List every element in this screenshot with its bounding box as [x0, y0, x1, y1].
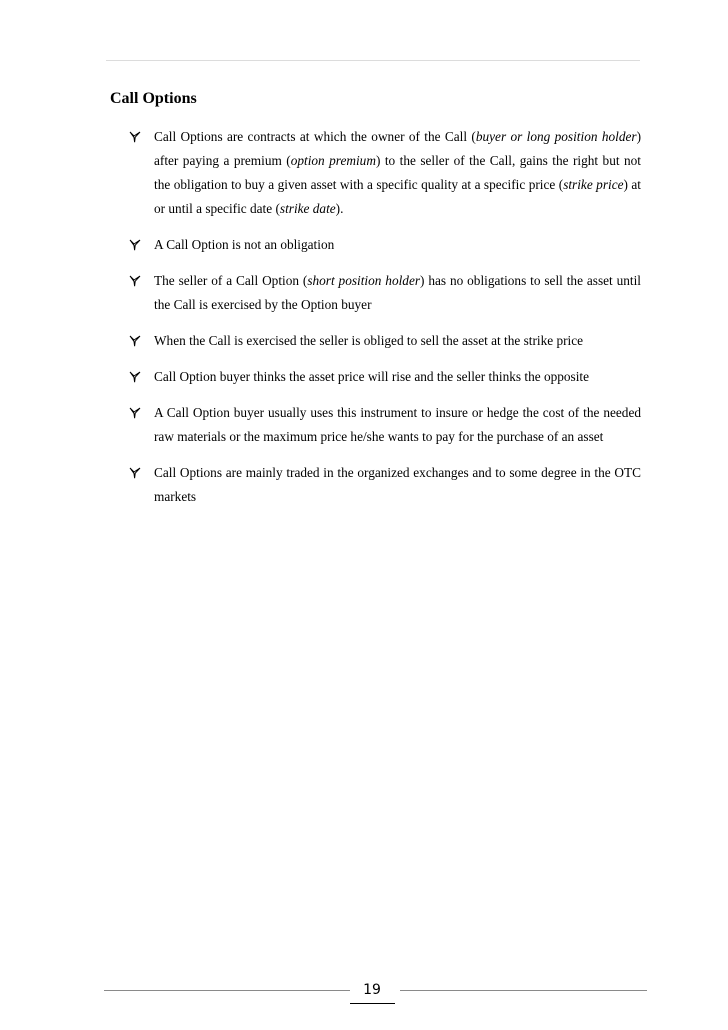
arrowhead-check-icon — [129, 335, 141, 347]
bullet-text: When the Call is exercised the seller is obliged to sell the asset at the strike price — [154, 333, 584, 348]
bullet-text: Call Options are contracts at which the owner of the Call (buyer or long position holder) after paying a premium (option premium) to the seller of the Call, gains the right but not the obligation to buy a given asset with a specific quality at a specific price (strike price) at or until a specific date (strike date). — [154, 129, 641, 216]
footer-rule-left — [104, 990, 350, 991]
list-item — [129, 269, 641, 317]
arrowhead-check-icon — [129, 467, 141, 479]
bullet-text: Call Options are mainly traded in the organized exchanges and to some degree in the OTC markets — [154, 465, 641, 504]
bullet-text: A Call Option is not an obligation — [154, 237, 335, 252]
header-rule — [106, 60, 640, 61]
bullet-text: The seller of a Call Option (short position holder) has no obligations to sell the asset until the Call is exercised by the Option buyer — [154, 273, 641, 312]
list-item — [129, 329, 641, 353]
bullet-list — [129, 125, 641, 521]
section-heading: Call Options — [110, 90, 197, 107]
italic-term: option premium — [290, 153, 376, 168]
italic-term: strike date — [279, 201, 336, 216]
page-number: 19 — [363, 982, 381, 998]
list-item — [129, 365, 641, 389]
list-item — [129, 125, 641, 221]
bullet-text: A Call Option buyer usually uses this instrument to insure or hedge the cost of the needed raw materials or the maximum price he/she wants to pay for the purchase of an asset — [154, 405, 641, 444]
italic-term: buyer or long position holder — [475, 129, 637, 144]
arrowhead-check-icon — [129, 239, 141, 251]
italic-term: strike price — [563, 177, 624, 192]
arrowhead-check-icon — [129, 371, 141, 383]
italic-term: short position holder — [307, 273, 421, 288]
arrowhead-check-icon — [129, 275, 141, 287]
footer-rule-right — [400, 990, 647, 991]
bullet-text: Call Option buyer thinks the asset price will rise and the seller thinks the opposite — [154, 369, 590, 384]
list-item — [129, 401, 641, 449]
list-item — [129, 233, 641, 257]
list-item — [129, 461, 641, 509]
arrowhead-check-icon — [129, 131, 141, 143]
page-number-underline — [350, 1003, 395, 1004]
arrowhead-check-icon — [129, 407, 141, 419]
